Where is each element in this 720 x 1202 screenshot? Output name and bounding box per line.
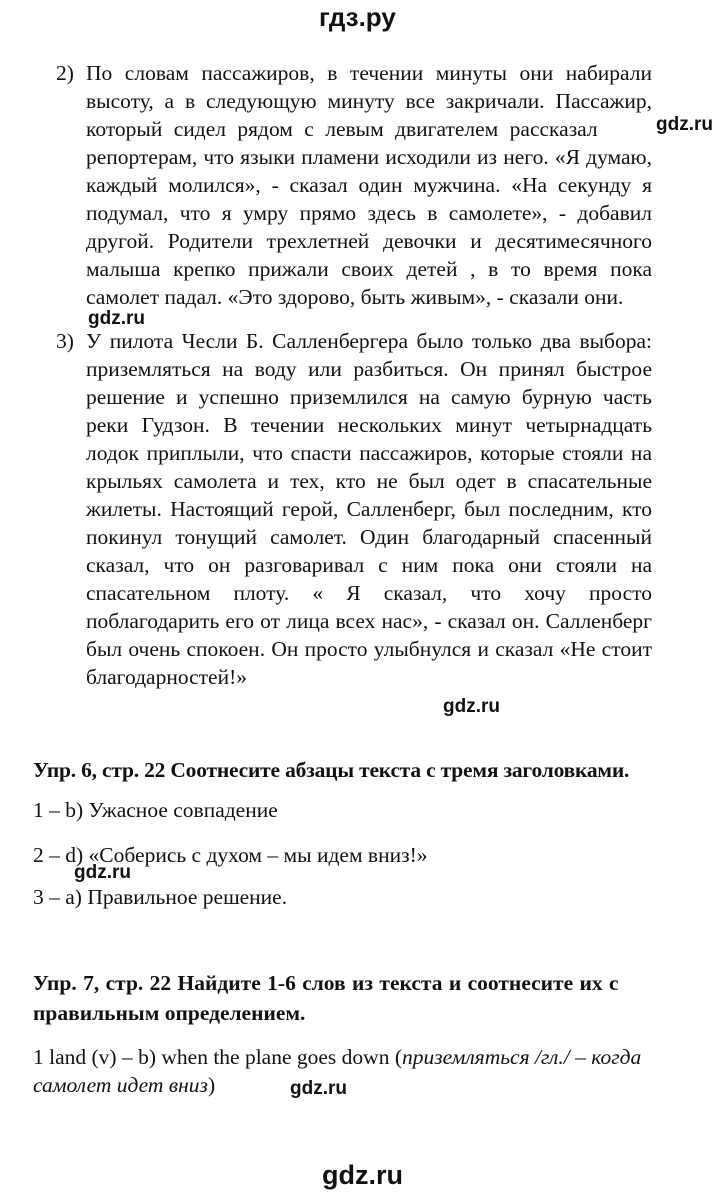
- text-line: другой. Родители трехлетней девочки и десятимесячного: [86, 229, 652, 253]
- text-line: жилеты. Настоящий герой, Салленберг, был последним, кто: [86, 497, 652, 521]
- text-line: лодок приплыли, что спасти пассажиров, которые стояли на: [86, 441, 652, 465]
- answer-text: ): [207, 1073, 216, 1097]
- text-line: поблагодарить его от лица всех нас», - сказал он. Салленберг: [86, 609, 652, 633]
- paragraph-number: 3): [56, 329, 74, 353]
- watermark-inline: gdz.ru: [290, 1078, 347, 1099]
- text-line: который сидел рядом с левым двигателем рассказал: [86, 117, 598, 141]
- text-line: самолет падал. «Это здорово, быть живым», - сказали они.: [86, 285, 624, 309]
- text-line: был очень спокоен. Он просто улыбнулся и сказал «Не стоит: [86, 637, 652, 661]
- text-line: благодарностей!»: [86, 665, 248, 689]
- exercise-6-heading: Упр. 6, стр. 22 Соотнесите абзацы текста с тремя заголовками.: [33, 758, 630, 782]
- exercise-7-heading: Упр. 7, стр. 22 Найдите 1-6 слов из текста и соотнесите их с: [33, 971, 619, 995]
- watermark-top: гдз.ру: [319, 2, 396, 32]
- text-line: каждый молился», - сказал один мужчина. «На секунду я: [86, 173, 652, 197]
- answer-translation: приземляться /гл./ – когда: [402, 1045, 642, 1069]
- exercise-7-heading: правильным определением.: [33, 1001, 306, 1025]
- watermark-inline: gdz.ru: [443, 696, 500, 717]
- text-line: реки Гудзон. В течении нескольких минут четырнадцать: [86, 413, 652, 437]
- text-line: По словам пассажиров, в течении минуты они набирали: [86, 61, 652, 85]
- text-line: репортерам, что языки пламени исходили из него. «Я думаю,: [86, 145, 652, 169]
- answer-translation: самолет идет вниз: [33, 1073, 208, 1097]
- text-line: решение и успешно приземлился на самую бурную часть: [86, 385, 652, 409]
- paragraph-number: 2): [56, 61, 74, 85]
- text-line: У пилота Чесли Б. Салленбергера было только два выбора:: [86, 329, 652, 353]
- exercise-6-answer: 1 – b) Ужасное совпадение: [33, 798, 278, 822]
- watermark-bottom: gdz.ru: [322, 1160, 403, 1190]
- text-line: крыльях самолета и тех, кто не был одет в спасательные: [86, 469, 652, 493]
- text-line: сказал, что он разговаривал с ним пока они стояли на: [86, 553, 652, 577]
- exercise-7-answer: [33, 1044, 641, 1070]
- text-line: высоту, а в следующую минуту все закричали. Пассажир,: [86, 89, 652, 113]
- watermark-inline: gdz.ru: [88, 308, 145, 329]
- text-line: малыша крепко прижали своих детей , в то время пока: [86, 257, 652, 281]
- text-line: покинул тонущий самолет. Один благодарный спасенный: [86, 525, 652, 549]
- exercise-6-answer: 3 – a) Правильное решение.: [33, 885, 288, 909]
- text-line: подумал, что я умру прямо здесь в самолете», - добавил: [86, 201, 652, 225]
- watermark-inline: gdz.ru: [74, 862, 131, 883]
- text-line: приземляться на воду или разбиться. Он принял быстрое: [86, 357, 652, 381]
- text-line: спасательном плоту. « Я сказал, что хочу просто: [86, 581, 652, 605]
- exercise-7-answer: [33, 1072, 215, 1098]
- exercise-6-answer: 2 – d) «Соберись с духом – мы идем вниз!»: [33, 843, 428, 867]
- answer-text: 1 land (v) – b) when the plane goes down (: [33, 1045, 402, 1069]
- watermark-side: gdz.ru: [656, 114, 713, 135]
